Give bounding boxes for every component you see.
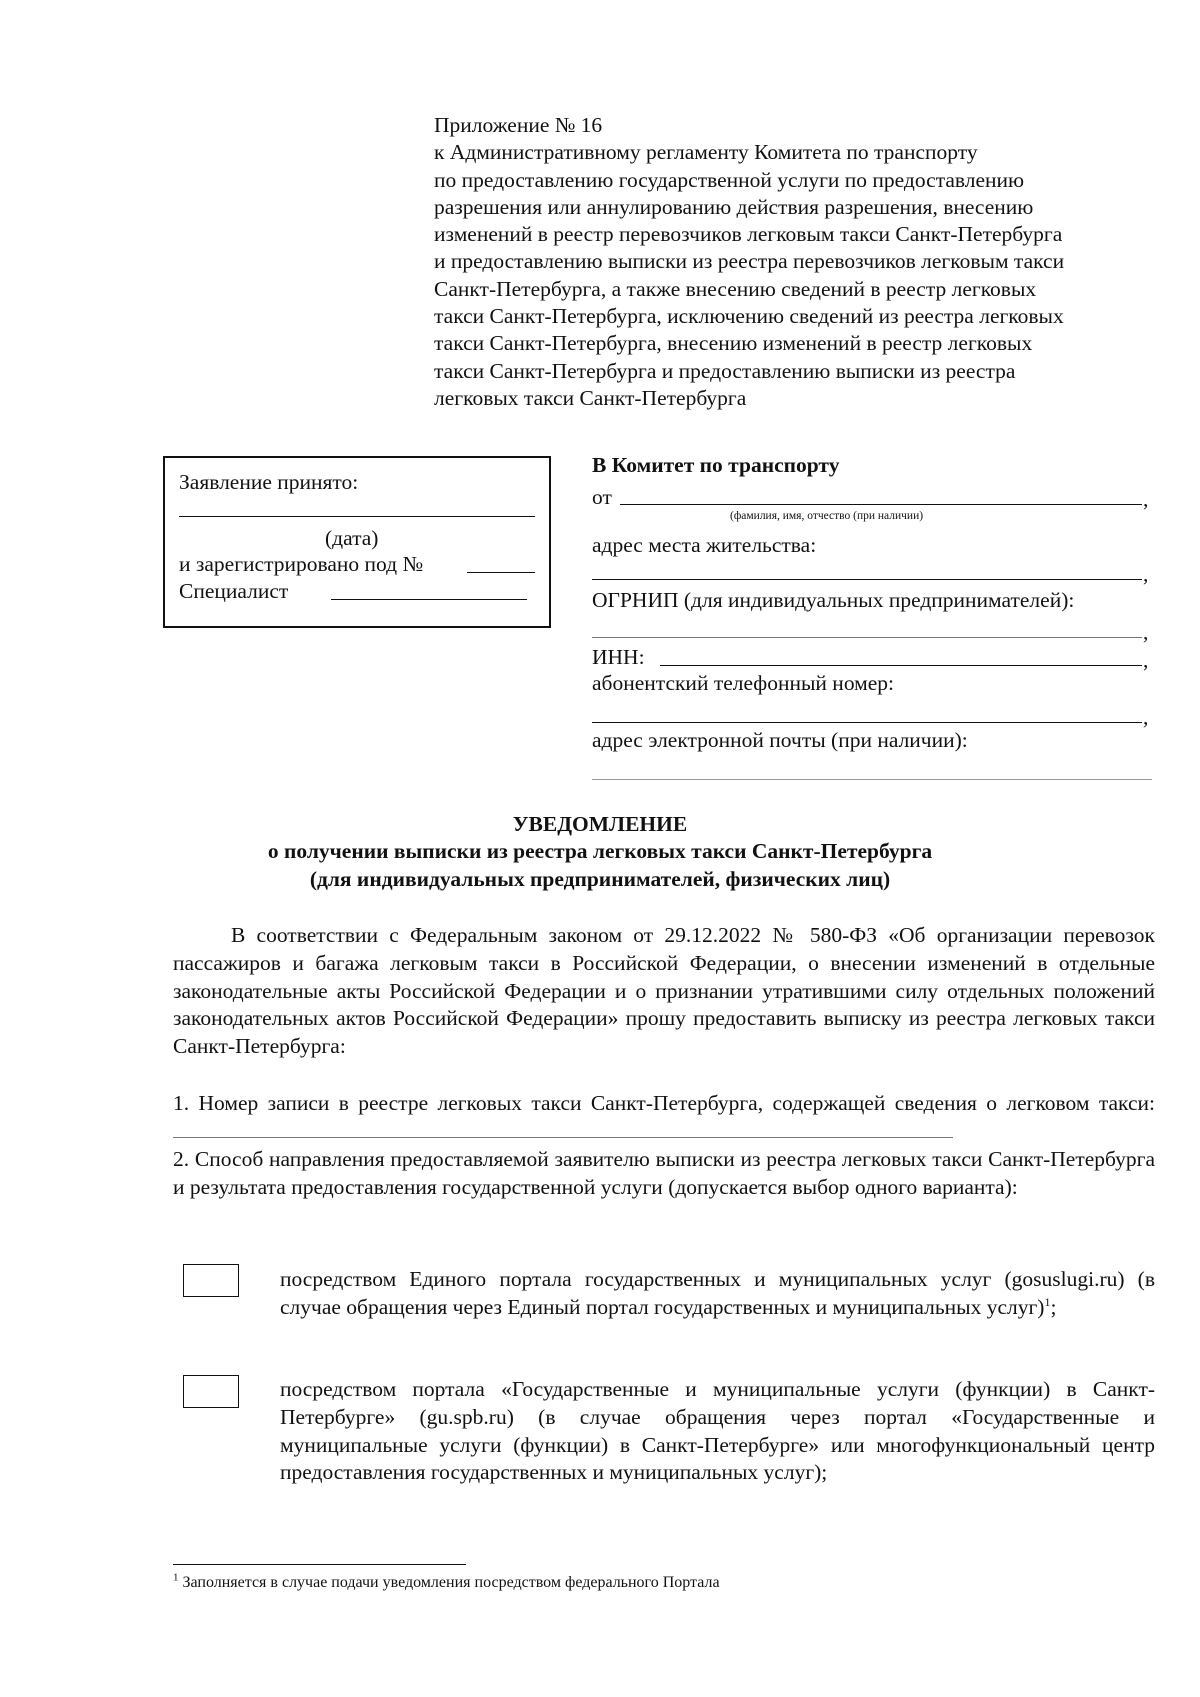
option-gosuslugi-tail: ; — [1050, 1294, 1057, 1319]
appendix-line: такси Санкт-Петербурга, внесению изменений в реестр легковых — [434, 331, 1033, 356]
appendix-line: и предоставлению выписки из реестра перевозчиков легковым такси — [434, 249, 1065, 274]
appendix-line: легковых такси Санкт-Петербурга — [434, 385, 747, 410]
inn-line[interactable] — [660, 665, 1142, 666]
footnote-mark: 1 — [173, 1571, 179, 1584]
comma: , — [1143, 648, 1149, 672]
receipt-registered-label: и зарегистрировано под № — [179, 552, 423, 576]
option-gu-spb-checkbox[interactable] — [183, 1375, 239, 1408]
intro-paragraph: В соответствии с Федеральным законом от 29.12.2022 № 580-ФЗ «Об организации перевозок пассажиров и багажа легковым такси в Российской Федерации, о внесении изменений в отдельные законодательные акты Российской Федерации и о признании утратившими силу отдельных положений законодательных актов Российской Федерации» прошу предоставить выписку из реестра легковых такси Санкт-Петербурга: — [173, 923, 1155, 1059]
footnote — [173, 1571, 720, 1592]
item-2: 2. Способ направления предоставляемой заявителю выписки из реестра легковых такси Санкт-Петербурга и результата предоставления государственной услуги (допускается выбор одного варианта): — [173, 1147, 1155, 1199]
footnote-ref: 1 — [1044, 1294, 1051, 1309]
appendix-line: изменений в реестр перевозчиков легковым такси Санкт-Петербурга — [434, 222, 1063, 247]
fio-hint: (фамилия, имя, отчество (при наличии) — [730, 510, 924, 522]
comma: , — [1143, 705, 1149, 729]
comma: , — [1143, 562, 1149, 586]
ogrnip-line[interactable] — [592, 637, 1142, 638]
fio-line[interactable] — [620, 504, 1142, 505]
addressee-to: В Комитет по транспорту — [592, 453, 840, 477]
option-gosuslugi-text: посредством Единого портала государственных и муниципальных услуг (gosuslugi.ru) (в случае обращения через Единый портал государственных и муниципальных услуг) — [280, 1267, 1155, 1319]
phone-label: абонентский телефонный номер: — [592, 671, 895, 695]
option-gosuslugi — [280, 1266, 1155, 1322]
appendix-line: Санкт-Петербурга, а также внесению сведений в реестр легковых — [434, 276, 1037, 301]
appendix-line: Приложение № 16 — [434, 113, 603, 137]
appendix-line: по предоставлению государственной услуги по предоставлению — [434, 167, 1025, 192]
from-label: от — [592, 485, 612, 509]
inn-label: ИНН: — [592, 645, 645, 669]
option-gosuslugi-checkbox[interactable] — [183, 1264, 239, 1297]
ogrnip-label: ОГРНИП (для индивидуальных предпринимателей): — [592, 588, 1075, 612]
doc-subtitle-2: (для индивидуальных предпринимателей, физических лиц) — [309, 867, 891, 891]
item-1 — [173, 1090, 1155, 1146]
footnote-text: Заполняется в случае подачи уведомления посредством федерального Портала — [182, 1574, 720, 1591]
doc-subtitle: о получении выписки из реестра легковых такси Санкт-Петербурга — [267, 839, 933, 863]
comma: , — [1143, 487, 1149, 511]
address-line[interactable] — [592, 579, 1142, 580]
receipt-specialist-label: Специалист — [179, 579, 289, 603]
record-number-line[interactable] — [173, 1120, 953, 1138]
doc-title: УВЕДОМЛЕНИЕ — [512, 812, 688, 836]
comma: , — [1143, 620, 1149, 644]
appendix-line: такси Санкт-Петербурга, исключению сведений из реестра легковых — [434, 304, 1064, 329]
address-label: адрес места жительства: — [592, 533, 817, 557]
item-1-text: 1. Номер записи в реестре легковых такси Санкт-Петербурга, содержащей сведения о легковом такси: — [173, 1091, 1155, 1115]
appendix-line: такси Санкт-Петербурга и предоставлению выписки из реестра — [434, 358, 1016, 383]
receipt-date-label: (дата) — [325, 526, 379, 550]
phone-line[interactable] — [592, 722, 1142, 723]
receipt-date-line[interactable] — [179, 516, 535, 517]
appendix-header — [434, 112, 1154, 412]
email-label: адрес электронной почты (при наличии): — [592, 728, 968, 752]
appendix-line: разрешения или аннулированию действия разрешения, внесению — [434, 194, 1034, 219]
email-line[interactable] — [592, 779, 1152, 780]
footnote-rule — [173, 1564, 466, 1565]
receipt-accepted-label: Заявление принято: — [179, 470, 359, 494]
option-gu-spb: посредством портала «Государственные и муниципальные услуги (функции) в Санкт-Петербурге» (gu.spb.ru) (в случае обращения через портал «Государственные и муниципальные услуги (функции) в Санкт-Петербурге» или многофункциональный центр предоставления государственных и муниципальных услуг); — [280, 1377, 1155, 1485]
appendix-line: к Административному регламенту Комитета по транспорту — [434, 140, 978, 165]
receipt-specialist-line[interactable] — [331, 599, 527, 600]
receipt-number-line[interactable] — [467, 572, 535, 573]
receipt-box — [163, 456, 551, 628]
